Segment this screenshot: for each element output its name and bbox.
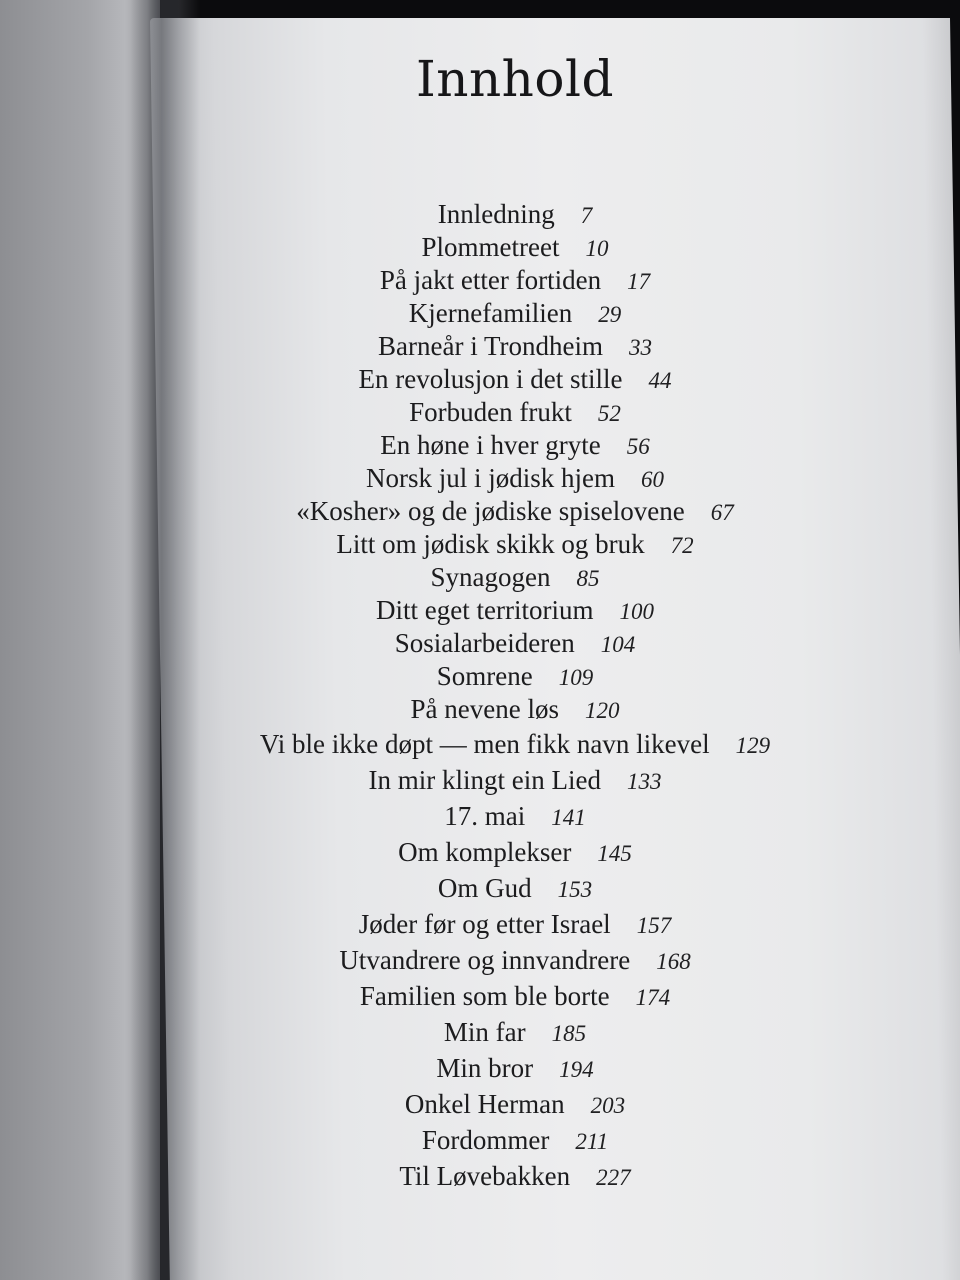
toc-entry-title: Plommetreet bbox=[421, 232, 560, 262]
toc-entry-page: 153 bbox=[557, 877, 593, 902]
toc-entry-title: Om komplekser bbox=[398, 837, 572, 867]
toc-entry-page: 104 bbox=[600, 632, 636, 657]
toc-entry bbox=[150, 198, 880, 231]
toc-entry bbox=[150, 693, 880, 726]
toc-entry-page: 72 bbox=[670, 533, 694, 558]
toc-entry bbox=[150, 264, 880, 297]
toc-entry-title: Somrene bbox=[436, 661, 533, 691]
toc-entry-title: Innledning bbox=[437, 199, 555, 229]
toc-entry-page: 29 bbox=[598, 302, 622, 327]
toc-entry bbox=[150, 1014, 880, 1050]
toc-entry-page: 85 bbox=[576, 566, 600, 591]
toc-entry-title: Vi ble ikke døpt — men fikk navn likevel bbox=[259, 729, 710, 759]
toc-entry-page: 203 bbox=[590, 1093, 626, 1118]
toc-entry bbox=[150, 627, 880, 660]
toc-entry bbox=[150, 462, 880, 495]
toc-entry-page: 174 bbox=[635, 985, 671, 1010]
toc-entry-page: 44 bbox=[648, 368, 672, 393]
toc-entry-title: Onkel Herman bbox=[404, 1089, 565, 1119]
toc-entry-page: 120 bbox=[584, 698, 620, 723]
toc-entry bbox=[150, 594, 880, 627]
toc-entry bbox=[150, 396, 880, 429]
toc-entry-page: 60 bbox=[641, 467, 664, 492]
toc-entry bbox=[150, 660, 880, 693]
toc-entry-title: På nevene løs bbox=[410, 694, 559, 724]
toc-entry-title: Synagogen bbox=[430, 562, 551, 592]
toc-entry-title: Til Løvebakken bbox=[399, 1161, 571, 1191]
toc-entry bbox=[150, 870, 880, 906]
toc-entry-page: 67 bbox=[710, 500, 734, 525]
toc-entry bbox=[150, 1158, 880, 1194]
toc-entry-title: Familien som ble borte bbox=[359, 981, 610, 1011]
toc-entry bbox=[150, 495, 880, 528]
toc-entry bbox=[150, 798, 880, 834]
toc-entry-page: 100 bbox=[619, 599, 654, 624]
toc-entry-page: 185 bbox=[551, 1021, 587, 1046]
toc-entry-title: Litt om jødisk skikk og bruk bbox=[336, 529, 645, 559]
toc-entry bbox=[150, 1086, 880, 1122]
toc-entry-page: 52 bbox=[597, 401, 621, 426]
toc-entry bbox=[150, 834, 880, 870]
toc-entry-page: 211 bbox=[575, 1129, 609, 1154]
toc-entry-title: «Kosher» og de jødiske spiselovene bbox=[296, 496, 685, 526]
toc-entry-page: 145 bbox=[597, 841, 632, 866]
toc-entry bbox=[150, 1122, 880, 1158]
toc-entry-title: 17. mai bbox=[444, 801, 526, 831]
toc-entry-page: 141 bbox=[551, 805, 586, 830]
toc-entry-page: 7 bbox=[580, 203, 593, 228]
toc-entry-title: Jøder før og etter Israel bbox=[358, 909, 611, 939]
toc-entry bbox=[150, 231, 880, 264]
toc-entry bbox=[150, 942, 880, 978]
toc-entry-title: Kjernefamilien bbox=[408, 298, 573, 328]
toc-entry bbox=[150, 978, 880, 1014]
toc-entry-page: 33 bbox=[628, 335, 652, 360]
toc-entry-page: 56 bbox=[626, 434, 650, 459]
toc-list bbox=[150, 198, 880, 1194]
toc-entry-title: Norsk jul i jødisk hjem bbox=[366, 463, 615, 493]
toc-entry bbox=[150, 1050, 880, 1086]
toc-entry bbox=[150, 363, 880, 396]
toc-entry bbox=[150, 726, 880, 762]
toc-entry-page: 109 bbox=[558, 665, 594, 690]
toc-entry-title: Utvandrere og innvandrere bbox=[339, 945, 631, 975]
toc-entry-title: På jakt etter fortiden bbox=[379, 265, 602, 295]
toc-entry bbox=[150, 297, 880, 330]
toc-entry-page: 194 bbox=[559, 1057, 594, 1082]
toc-entry bbox=[150, 429, 880, 462]
toc-entry bbox=[150, 330, 880, 363]
toc-entry-page: 227 bbox=[596, 1165, 631, 1190]
toc-entry-title: Min far bbox=[443, 1017, 526, 1047]
toc-entry bbox=[150, 528, 880, 561]
toc-entry-title: Sosialarbeideren bbox=[394, 628, 575, 658]
toc-entry-page: 168 bbox=[656, 949, 691, 974]
page-title: Innhold bbox=[416, 50, 614, 108]
toc-entry-title: En revolusjon i det stille bbox=[358, 364, 623, 394]
toc-entry-title: Min bror bbox=[436, 1053, 534, 1083]
toc-entry-title: Forbuden frukt bbox=[409, 397, 572, 427]
toc-entry-title: Fordommer bbox=[421, 1125, 550, 1155]
toc-entry-page: 10 bbox=[585, 236, 609, 261]
toc-entry bbox=[150, 561, 880, 594]
toc-entry-page: 133 bbox=[626, 769, 662, 794]
toc-entry-title: Barneår i Trondheim bbox=[378, 331, 603, 361]
toc-entry-title: Ditt eget territorium bbox=[376, 595, 594, 625]
toc-entry-title: In mir klingt ein Lied bbox=[368, 765, 601, 795]
toc-entry-title: En høne i hver gryte bbox=[380, 430, 601, 460]
toc-entry bbox=[150, 906, 880, 942]
toc-entry-title: Om Gud bbox=[437, 873, 532, 903]
table-of-contents bbox=[150, 18, 950, 1280]
toc-entry bbox=[150, 762, 880, 798]
toc-entry-page: 17 bbox=[627, 269, 651, 294]
toc-entry-page: 129 bbox=[735, 733, 771, 758]
toc-entry-page: 157 bbox=[636, 913, 672, 938]
